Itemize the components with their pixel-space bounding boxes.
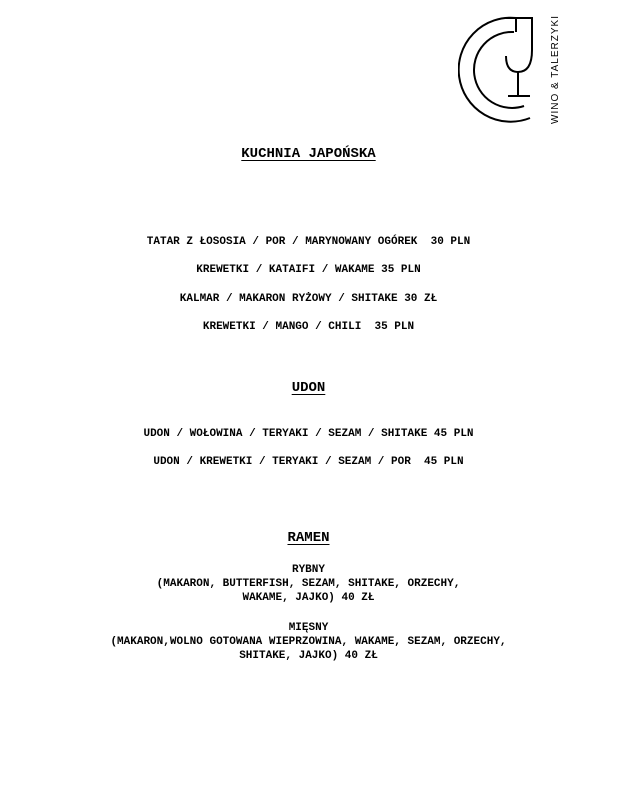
ramen-miesny-name: MIĘSNY: [288, 622, 329, 634]
ramen-rybny-line: (MAKARON, BUTTERFISH, SEZAM, SHITAKE, ORZECHY,: [156, 578, 461, 590]
ramen-rybny: [0, 563, 617, 605]
ramen-miesny: [0, 621, 617, 663]
menu-item: TATAR Z ŁOSOSIA / POR / MARYNOWANY OGÓREK 30 PLN: [146, 236, 471, 248]
section-title-kuchnia: [0, 146, 617, 162]
menu-item: UDON / KREWETKI / TERYAKI / SEZAM / POR 45 PLN: [153, 456, 464, 468]
menu-item: UDON / WOŁOWINA / TERYAKI / SEZAM / SHITAKE 45 PLN: [143, 428, 474, 440]
menu-item: KALMAR / MAKARON RYŻOWY / SHITAKE 30 ZŁ: [179, 293, 438, 305]
ramen-rybny-name: RYBNY: [291, 564, 325, 576]
brand-text: WINO & TALERZYKI: [549, 14, 561, 124]
ramen-miesny-line: (MAKARON,WOLNO GOTOWANA WIEPRZOWINA, WAKAME, SEZAM, ORZECHY,: [110, 636, 507, 648]
brand-name: [537, 14, 573, 124]
menu-item: KREWETKI / KATAIFI / WAKAME 35 PLN: [196, 264, 421, 276]
ramen-miesny-line: SHITAKE, JAJKO) 40 ZŁ: [239, 650, 378, 662]
udon-title-text: UDON: [291, 380, 326, 396]
ramen-rybny-line: WAKAME, JAJKO) 40 ZŁ: [242, 592, 375, 604]
kuchnia-title-text: KUCHNIA JAPOŃSKA: [241, 146, 376, 162]
menu-item: KREWETKI / MANGO / CHILI 35 PLN: [202, 321, 415, 333]
ramen-title-text: RAMEN: [287, 530, 330, 546]
section-title-ramen: [0, 530, 617, 546]
section-title-udon: [0, 380, 617, 396]
